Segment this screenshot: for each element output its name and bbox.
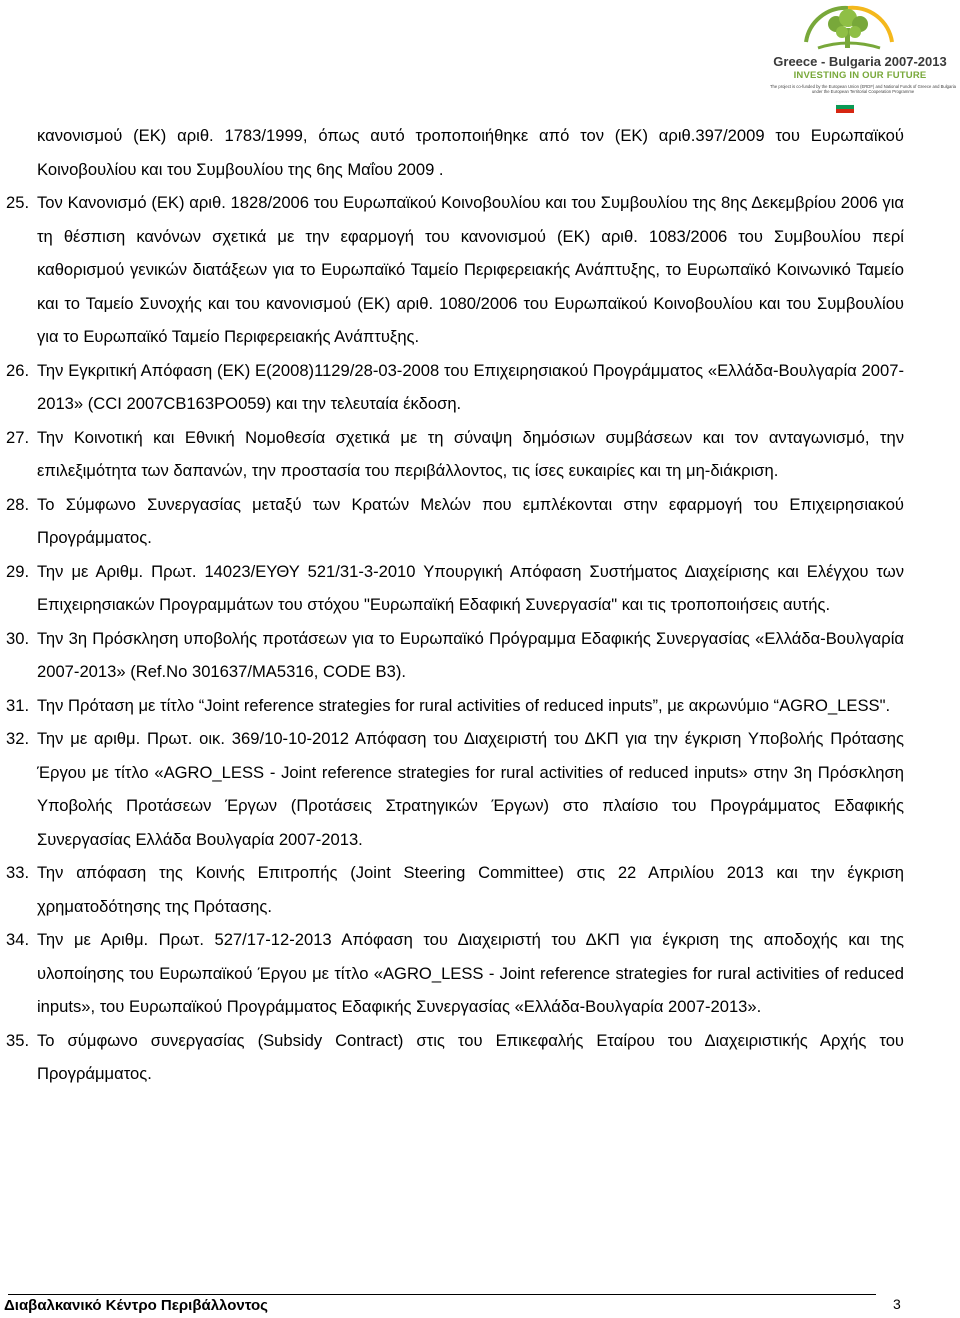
item-text: Την Εγκριτική Απόφαση (ΕΚ) Ε(2008)1129/28-03-2008 του Επιχειρησιακού Προγράμματος «Ελλάδα-Βουλγαρία 2007-2013» (CCI 2007CB163PO059) και την τελευταία έκδοση. <box>37 360 904 413</box>
bulgaria-flag-icon <box>836 101 854 113</box>
list-item <box>6 1024 904 1091</box>
list-item <box>6 856 904 923</box>
item-text: Την Κοινοτική και Εθνική Νομοθεσία σχετικά με τη σύναψη δημόσιων συμβάσεων και τον ανταγωνισμό, την επιλεξιμότητα των δαπανών, την προστασία του περιβάλλοντος, τις ίσες ευκαιρίες και τη μη-διάκριση. <box>37 427 904 480</box>
item-text: Την απόφαση της Κοινής Επιτροπής (Joint Steering Committee) στις 22 Απριλίου 2013 και την έγκριση χρηματοδότησης της Πρότασης. <box>37 863 904 916</box>
item-number: 25. <box>6 193 30 212</box>
item-number: 30. <box>6 628 30 648</box>
list-item <box>6 722 904 856</box>
programme-logo <box>758 2 958 122</box>
list-item <box>6 689 904 723</box>
list-item <box>6 354 904 421</box>
continuation-paragraph: κανονισμού (ΕΚ) αριθ. 1783/1999, όπως αυτό τροποποιήθηκε από τον (ΕΚ) αριθ.397/2009 του Ευρωπαϊκού Κοινοβουλίου και του Συμβουλίου της 6ης Μαΐου 2009 . <box>37 126 904 179</box>
list-item <box>6 421 904 488</box>
page-number: 3 <box>893 1296 901 1312</box>
item-text: Το σύμφωνο συνεργασίας (Subsidy Contract) στις του Επικεφαλής Εταίρου του Διαχειριστικής Αρχής του Προγράμματος. <box>37 1030 904 1083</box>
item-text: Την με αριθμ. Πρωτ. οικ. 369/10-10-2012 Απόφαση του Διαχειριστή του ΔΚΠ για την έγκριση Υποβολής Πρότασης Έργου με τίτλο «AGRO_LESS - Joint reference strategies for rural activities of reduced inputs» στην 3η Πρόσκληση Υποβολής Προτάσεων Έργων (Προτάσεις Στρατηγικών Έργων) στο πλαίσιο του Προγράμματος Εδαφικής Συνεργασίας Ελλάδα Βουλγαρία 2007-2013. <box>37 729 904 849</box>
document-body <box>6 119 904 1091</box>
item-number: 31. <box>6 695 30 715</box>
item-number: 32. <box>6 729 30 748</box>
item-text: Τον Κανονισμό (ΕΚ) αριθ. 1828/2006 του Ευρωπαϊκού Κοινοβουλίου και του Συμβουλίου της 8ης Δεκεμβρίου 2006 για τη θέσπιση κανόνων σχετικά με την εφαρμογή του κανονισμού (ΕΚ) αριθ. 1083/2006 του Συμβουλίου περί καθορισμού γενικών διατάξεων για το Ευρωπαϊκό Ταμείο Περιφερειακής Ανάπτυξης, το Ευρωπαϊκό Κοινωνικό Ταμείο και το Ταμείο Συνοχής και του κανονισμού (ΕΚ) αριθ. 1080/2006 του Ευρωπαϊκού Κοινοβουλίου και του Συμβουλίου για το Ευρωπαϊκό Ταμείο Περιφερειακής Ανάπτυξης. <box>37 193 904 346</box>
list-item <box>6 622 904 689</box>
item-number: 29. <box>6 561 30 581</box>
item-number: 26. <box>6 360 30 380</box>
logo-funding-note: The project is co-funded by the European Union (ERDF) and National Funds of Greece and Bulgaria under the European Territorial Cooperation Programme <box>770 84 956 94</box>
list-item <box>6 488 904 555</box>
item-number: 28. <box>6 494 30 514</box>
item-text: Την με Αριθμ. Πρωτ. 14023/ΕΥΘΥ 521/31-3-2010 Υπουργική Απόφαση Συστήματος Διαχείρισης και Ελέγχου των Επιχειρησιακών Προγραμμάτων του στόχου "Ευρωπαϊκή Εδαφική Συνεργασία" και τις τροποποιήσεις αυτής. <box>37 561 904 614</box>
item-text: Την 3η Πρόσκληση υποβολής προτάσεων για το Ευρωπαϊκό Πρόγραμμα Εδαφικής Συνεργασίας «Ελλάδα-Βουλγαρία 2007-2013» (Ref.No 301637/ΜΑ5316, CODE B3). <box>37 628 904 681</box>
item-number: 27. <box>6 427 30 447</box>
footer-divider <box>8 1294 876 1295</box>
list-item <box>6 555 904 622</box>
tree-logo-icon <box>788 2 928 54</box>
item-number: 33. <box>6 863 30 882</box>
item-number: 35. <box>6 1030 30 1050</box>
logo-title: Greece - Bulgaria 2007-2013 <box>773 54 947 69</box>
list-item <box>6 923 904 1024</box>
item-text: Την Πρόταση με τίτλο “Joint reference strategies for rural activities of reduced inputs”, με ακρωνύμιο “AGRO_LESS". <box>37 695 891 715</box>
footer-organization: Διαβαλκανικό Κέντρο Περιβάλλοντος <box>4 1297 268 1314</box>
item-text: Το Σύμφωνο Συνεργασίας μεταξύ των Κρατών Μελών που εμπλέκονται στην εφαρμογή του Επιχειρησιακού Προγράμματος. <box>37 494 904 547</box>
list-item <box>6 186 904 354</box>
item-number: 34. <box>6 930 30 949</box>
logo-subtitle: INVESTING IN OUR FUTURE <box>793 70 927 81</box>
item-text: Την με Αριθμ. Πρωτ. 527/17-12-2013 Απόφαση του Διαχειριστή του ΔΚΠ για έγκριση της αποδοχής και της υλοποίησης του Ευρωπαϊκού Έργου με τίτλο «AGRO_LESS - Joint reference strategies for rural activities of reduced inputs», του Ευρωπαϊκού Προγράμματος Εδαφικής Συνεργασίας «Ελλάδα-Βουλγαρία 2007-2013». <box>37 930 904 1016</box>
